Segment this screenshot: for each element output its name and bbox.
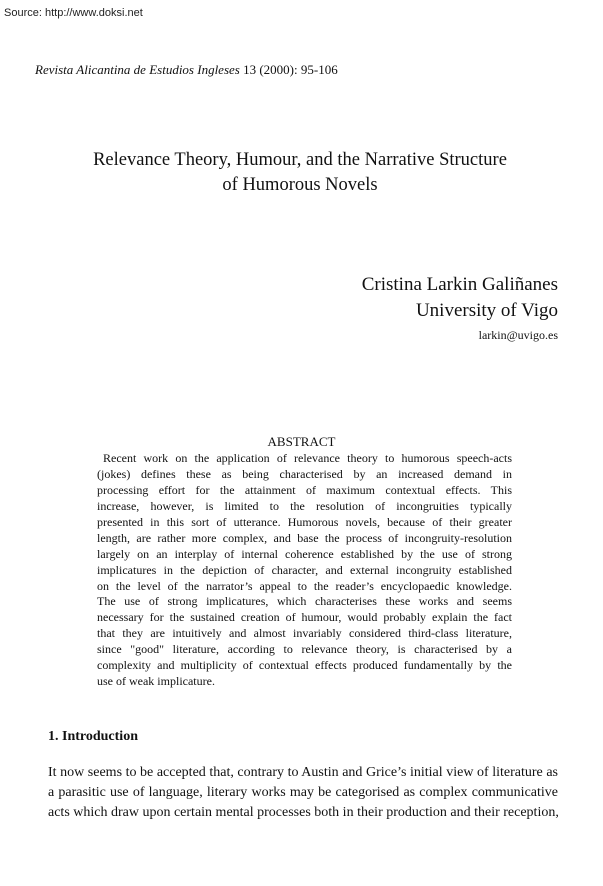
author-affiliation: University of Vigo <box>415 300 558 321</box>
journal-citation <box>35 62 338 78</box>
abstract-line: Recent work on the application of relevance theory to humorous speech-acts <box>103 451 512 465</box>
journal-name: Revista Alicantina de Estudios Ingleses <box>35 62 240 77</box>
abstract-line: that they are intuitively and almost invariably considered third-class literature, <box>97 626 512 641</box>
introduction-line: a parasitic use of language, literary works may be categorised as complex communicative <box>48 785 558 800</box>
introduction-line: It now seems to be accepted that, contrary to Austin and Grice’s initial view of literature as <box>48 765 558 780</box>
abstract-line: The use of strong implicatures, which characterises these works and seems <box>97 594 512 609</box>
abstract-line: length, are rather more complex, and base the process of incongruity-resolution <box>97 530 512 545</box>
abstract-line: (jokes) defines these as being characterised by an increased demand in <box>97 466 512 481</box>
author-name: Cristina Larkin Galiñanes <box>361 274 558 295</box>
introduction-body <box>48 763 558 823</box>
abstract-line: presented in this sort of utterance. Humorous novels, because of their greater <box>97 514 512 529</box>
paper-title-line-2: of Humorous Novels <box>222 175 378 195</box>
introduction-line: acts which draw upon certain mental processes both in their production and their reception, <box>48 805 559 820</box>
abstract-line: increase, however, is limited to the resolution of incongruities typically <box>97 498 512 513</box>
author-block <box>362 272 558 344</box>
abstract-line: implicatures in the depiction of character, and external incongruity established <box>97 562 512 577</box>
source-label: Source: http://www.doksi.net <box>4 7 143 19</box>
abstract-line: complexity and multiplicity of contextual effects produced fundamentally by the <box>97 658 512 673</box>
abstract-heading: ABSTRACT <box>267 434 336 449</box>
abstract-line: processing effort for the attainment of maximum contextual effects. This <box>97 482 512 497</box>
abstract-line: largely on an interplay of internal coherence established by the use of strong <box>97 546 512 561</box>
abstract-body <box>97 451 512 690</box>
abstract-line: since "good" literature, according to relevance theory, is characterised by a <box>97 642 512 657</box>
abstract-line: use of weak implicature. <box>97 674 215 689</box>
section-heading-introduction: 1. Introduction <box>48 729 138 744</box>
abstract-line: necessary for the sustained creation of humour, would probably explain the fact <box>97 610 512 625</box>
paper-title-line-1: Relevance Theory, Humour, and the Narrative Structure <box>93 150 507 170</box>
author-email: larkin@uvigo.es <box>478 328 558 342</box>
journal-volume-pages: 13 (2000): 95-106 <box>239 62 338 77</box>
abstract-line: on the level of the narrator’s appeal to the reader’s encyclopaedic knowledge. <box>97 578 512 593</box>
